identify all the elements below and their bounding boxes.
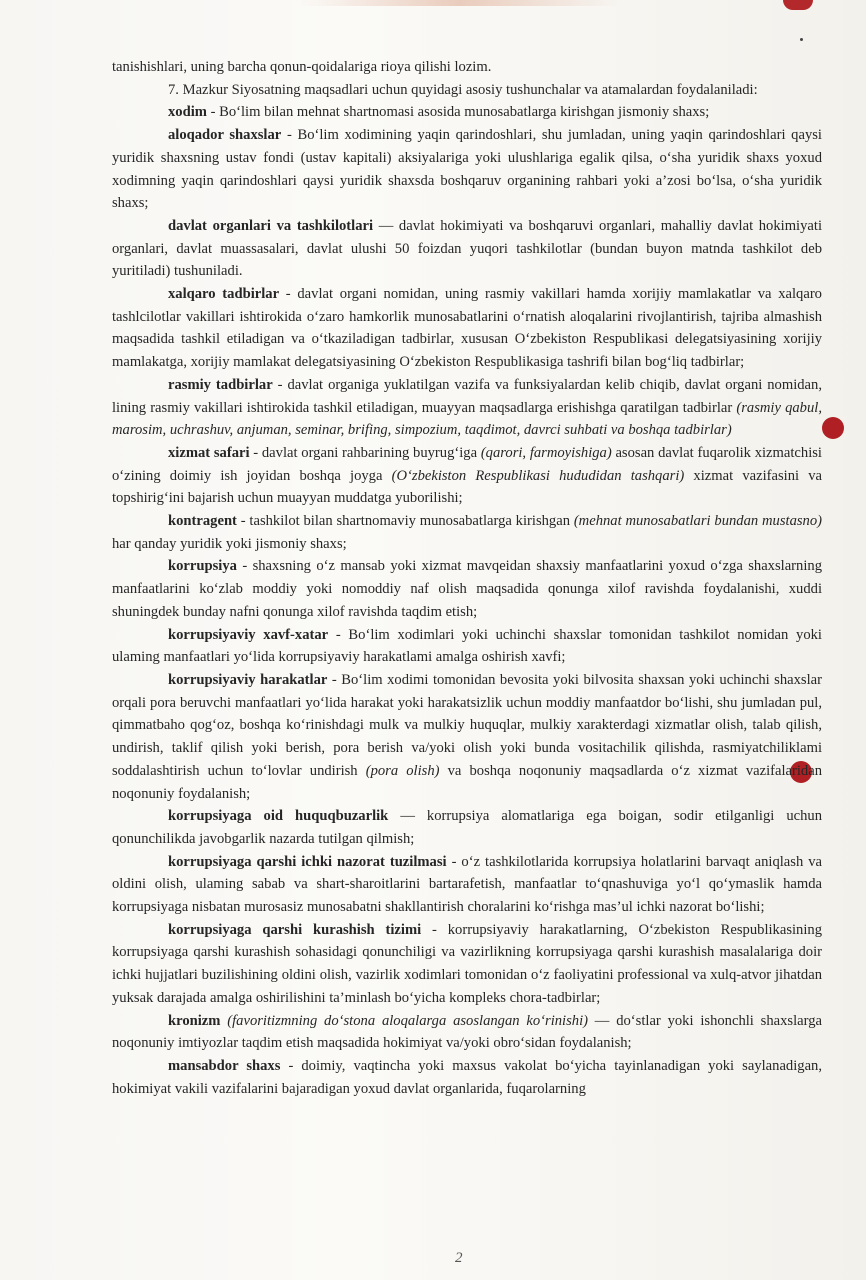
term: kronizm — [168, 1012, 221, 1029]
text-run: har qanday yuridik yoki jismoniy shaxs; — [112, 535, 347, 552]
paragraph — [112, 1055, 822, 1100]
paragraph — [112, 624, 822, 669]
term: aloqador shaxslar — [168, 127, 282, 144]
text-run: xizmat vazifasini va topshirig‘ini bajarish uchun muayyan muddatga yuborilishi; — [112, 467, 822, 507]
term: davlat organlari va tashkilotlari — [168, 217, 374, 234]
paragraph — [112, 669, 822, 805]
term: xizmat safari — [168, 444, 250, 461]
text-run: - Bo‘lim xodimlari yoki uchinchi shaxslar tomonidan tashkilot nomidan yoki ulaming manfaatlari yo‘lida korrupsiyaviy harakatlami amalga oshirish xavfi; — [112, 626, 822, 666]
italic-note: (mehnat munosabatlari bundan mustasno) — [573, 513, 822, 530]
text-run: - doimiy, vaqtincha yoki maxsus vakolat bo‘yicha tayinlanadigan yoki saylanadigan, hokimiyat vakili vazifalarini bajaradigan yoxud davlat organlarida, fuqarolarning — [112, 1057, 822, 1097]
page-number: 2 — [455, 1250, 463, 1266]
top-stain — [300, 0, 620, 6]
term: rasmiy tadbirlar — [168, 376, 273, 393]
paragraph — [112, 851, 822, 919]
paragraph — [112, 215, 822, 283]
term: korrupsiyaga qarshi kurashish tizimi — [168, 921, 422, 938]
paragraph — [112, 124, 822, 215]
text-run: - Bo‘lim xodimi tomonidan bevosita yoki bilvosita shaxsan yoki uchinchi shaxslar orqali pora beruvchi manfaatlari yo‘lida harakat yoki harakatsizlik uchun moddiy manfaatdor bo‘lishi, shu jumladan pul, qimmatbaho qog‘oz, boshqa ko‘rinishdagi mulk va mulkiy huquqlar, mulkiy xarakterdagi xizmatlar olish, talab qilish, undirish, taklif qilish yoki berish, pora berish va/yoki olish yoki bunda vositachilik qilishda, rasmiyatchiliklami soddalashtirish uchun to‘lovlar undirish — [112, 671, 822, 779]
text-run: — do‘stlar yoki ishonchli shaxslarga noqonuniy imtiyozlar taqdim etish maqsadida hokimiyat va/yoki obro‘sidan foydalanish; — [112, 1012, 822, 1052]
paragraph — [112, 56, 822, 79]
italic-note: (O‘zbekiston Respublikasi hududidan tashqari) — [391, 467, 685, 484]
text-run: - davlat organi rahbarining buyrug‘iga — [249, 444, 481, 461]
document-body — [112, 56, 822, 1100]
text-run: — davlat hokimiyati va boshqaruvi organlari, mahalliy davlat hokimiyati organlari, davlat muassasalari, davlat ulushi 50 foizdan yuqori tashkilotlar (bundan buyon matnda tashkilot deb yuritiladi) tushuniladi. — [112, 217, 822, 280]
paragraph — [112, 510, 822, 555]
term: korrupsiyaviy harakatlar — [168, 671, 328, 688]
red-stamp-fragment — [783, 0, 813, 10]
term: mansabdor shaxs — [168, 1057, 281, 1074]
text-run: - davlat organi nomidan, uning rasmiy vakillari hamda xorijiy mamlakatlar va xalqaro tashlcilotlar vakillari ishtirokida o‘zaro hamkorlik munosabatlarini o‘rnatish aloqalarini rivojlantirish, tajriba almashish maqsadida tashkil etiladigan va o‘tkaziladigan tadbirlar, xususan O‘zbekiston Respublikasi delegatsiyasining xorijiy mamlakatga, xorijiy mamlakat delegatsiyasining O‘zbekiston Respublikasiga tashrifi bilan bog‘liq tadbirlar; — [112, 286, 822, 371]
italic-note: (favoritizmning do‘stona aloqalarga asoslangan ko‘rinishi) — [227, 1012, 588, 1029]
term: xodim — [168, 104, 207, 121]
text-run: — korrupsiya alomatlariga ega boigan, sodir etilganligi uchun qonunchilikda javobgarlik nazarda tutilgan qilmish; — [112, 808, 822, 847]
text-run: va boshqa noqonuniy maqsadlarda o‘z xizmat vazifalaridan noqonuniy foydalanish; — [112, 762, 823, 802]
term: korrupsiyaga oid huquqbuzarlik — [168, 808, 389, 825]
italic-note: (rasmiy qabul, marosim, uchrashuv, anjuman, seminar, brifing, simpozium, taqdimot, davrci suhbati va boshqa tadbirlar) — [112, 399, 822, 439]
italic-note: (qarori, farmoyishiga) — [480, 444, 612, 461]
paragraph — [112, 374, 822, 442]
term: korrupsiyaga qarshi ichki nazorat tuzilmasi — [168, 853, 447, 870]
paragraph — [112, 805, 822, 850]
text-run: - korrupsiyaviy harakatlarning, O‘zbekiston Respublikasining korrupsiyaga qarshi kurashish sohasidagi qonunchiligi va vazirlikning korrupsiyaga qarshi kurashish masalalariga doir ichki hujjatlari buzilishining oldini olish, vazirlik xodimlari tomonidan o‘z faoliyatini professional va xulq-atvor jihatdan yuksak darajada amalga oshirilishini ta’minlash bo‘yicha kompleks chora-tadbirlar; — [112, 921, 823, 1006]
text-run: asosan davlat fuqarolik xizmatchisi o‘zining doimiy ish joyidan boshqa joyga — [112, 444, 822, 484]
term: xalqaro tadbirlar — [168, 286, 280, 303]
paragraph — [112, 555, 822, 623]
text-run: - Bo‘lim xodimining yaqin qarindoshlari, shu jumladan, uning yaqin qarindoshlari qaysi yuridik shaxsning ustav fondi (ustav kapitali) aksiyalariga yoki ulushlariga egalik qilsa, o‘sha yuridik shaxs yoxud xodimning yaqin qarindoshlari qaysi yuridik shaxsda boshqaruv organining rahbari yoki a’zosi bo‘lsa, o‘sha yuridik shaxs; — [112, 127, 822, 212]
term: korrupsiya — [168, 558, 237, 575]
paragraph — [112, 919, 822, 1010]
red-dot-mark — [822, 417, 844, 439]
text-run: - Bo‘lim bilan mehnat shartnomasi asosida munosabatlarga kirishgan jismoniy shaxs; — [206, 104, 710, 121]
text-run: - tashkilot bilan shartnomaviy munosabatlarga kirishgan — [236, 513, 574, 530]
paragraph — [112, 79, 822, 102]
paragraph — [112, 283, 822, 374]
paragraph — [112, 1010, 822, 1055]
text-run: tanishishlari, uning barcha qonun-qoidalariga rioya qilishi lozim. — [112, 59, 492, 75]
text-run: - o‘z tashkilotlarida korrupsiya holatlarini barvaqt aniqlash va oldini olish, ulaming sabab va shart-sharoitlarini bartarafetish, manfaatlar to‘qnashuviga yo‘l qo‘ymaslik hamda korrupsiyaga nisbatan murosasiz munosabatni shakllantirish choralarini ko‘rishga mas’ul ichki nazorat bo‘lishi; — [112, 853, 823, 916]
text-run: - shaxsning o‘z mansab yoki xizmat mavqeidan shaxsiy manfaatlarini yoxud o‘zga shaxslarning manfaatlarini ko‘zlab moddiy yoki nomoddiy naf olish maqsadida qonunga xilof ravishda foydalanishi, xuddi shuningdek bunday nafni qonunga xilof ravishda taqdim etish; — [112, 558, 822, 620]
term: korrupsiyaviy xavf-xatar — [168, 626, 329, 643]
term: kontragent — [168, 513, 237, 530]
speck — [800, 38, 803, 41]
paragraph — [112, 101, 822, 124]
paragraph — [112, 442, 822, 510]
text-run: - davlat organiga yuklatilgan vazifa va funksiyalardan kelib chiqib, davlat organi nomidan, lining rasmiy vakillari ishtirokida tashkil etiladigan, muayyan maqsadlarga erishishga qaratilgan tadbirlar — [112, 376, 822, 416]
italic-note: (pora olish) — [365, 762, 440, 779]
text-run: 7. Mazkur Siyosatning maqsadlari uchun quyidagi asosiy tushunchalar va atamalardan foydalaniladi: — [168, 81, 758, 98]
